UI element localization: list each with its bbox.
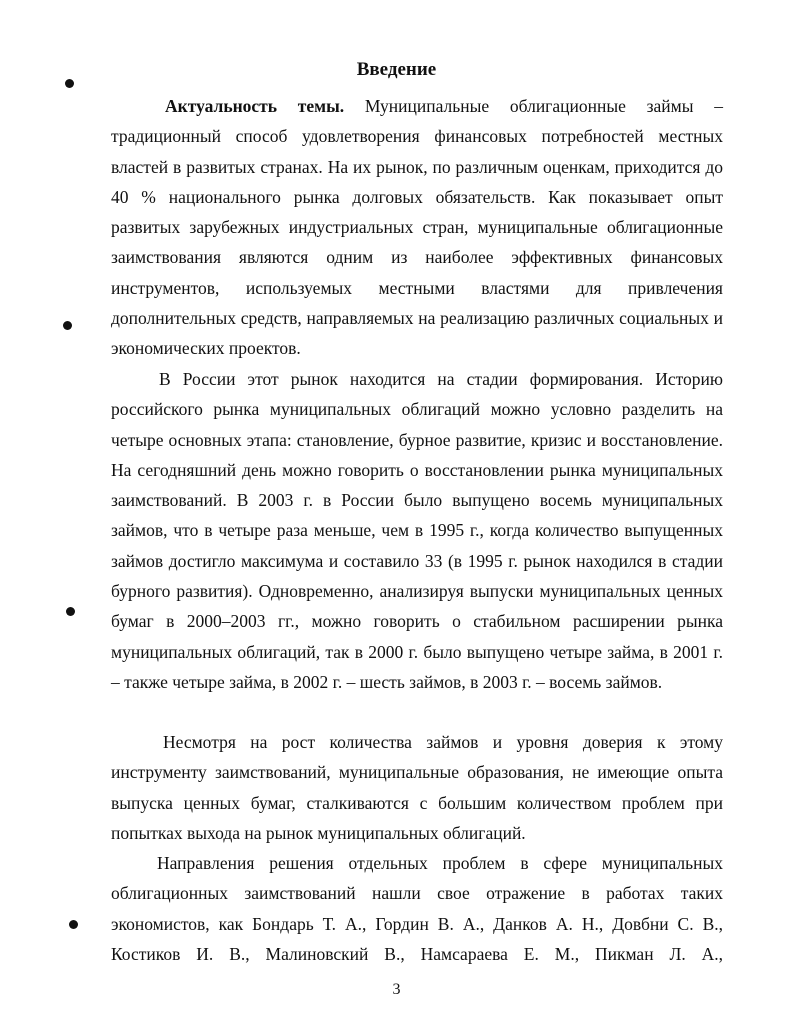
binder-hole-mark <box>63 321 72 330</box>
paragraph-text: Муниципальные облигационные займы – традиционный способ удовлетворения финансовых потребностей местных властей в развитых странах. На их рынок, по различным оценкам, приходится до 40 % национального рынка долговых обязательств. Как показывает опыт развитых зарубежных индустриальных стран, муниципальные облигационные заимствования являются одним из наиболее эффективных финансовых инструментов, используемых местными властями для привлечения дополнительных средств, направляемых на реализацию различных социальных и экономических проектов. <box>111 96 724 359</box>
paragraph-russia-market: В России этот рынок находится на стадии формирования. Историю российского рынка муниципальных облигаций можно условно разделить на четыре основных этапа: становление, бурное развитие, кризис и восстановление. На сегодняшний день можно говорить о восстановлении рынка муниципальных заимствований. В 2003 г. в России было выпущено восемь муниципальных займов, что в четыре раза меньше, чем в 1995 г., когда количество выпущенных займов достигло максимума и составило 33 (в 1995 г. рынок находился в стадии бурного развития). Одновременно, анализируя выпуски муниципальных ценных бумаг в 2000–2003 гг., можно говорить о стабильном расширении рынка муниципальных облигаций, так в 2000 г. было выпущено четыре займа, в 2001 г. – также четыре займа, в 2002 г. – шесть займов, в 2003 г. – восемь займов. <box>111 369 723 692</box>
binder-hole-mark <box>66 607 75 616</box>
section-title: Введение <box>356 59 437 80</box>
page-number: 3 <box>392 981 401 998</box>
paragraph-growth-problems: Несмотря на рост количества займов и уровня доверия к этому инструменту заимствований, муниципальные образования, не имеющие опыта выпуска ценных бумаг, сталкиваются с большим количеством проблем при попытках выхода на рынок муниципальных облигаций. <box>111 732 723 843</box>
paragraph-research-directions: Направления решения отдельных проблем в сфере муниципальных облигационных заимствований нашли свое отражение в работах таких экономистов, как Бондарь Т. А., Гордин В. А., Данков А. Н., Довбни С. В., Костиков И. В., Малиновский В., Намсараева Е. М., Пикман Л. А., <box>111 853 723 964</box>
paragraph-relevance <box>111 91 723 364</box>
paragraph-lead-heading: Актуальность темы. <box>165 96 345 116</box>
binder-hole-mark <box>69 920 78 929</box>
